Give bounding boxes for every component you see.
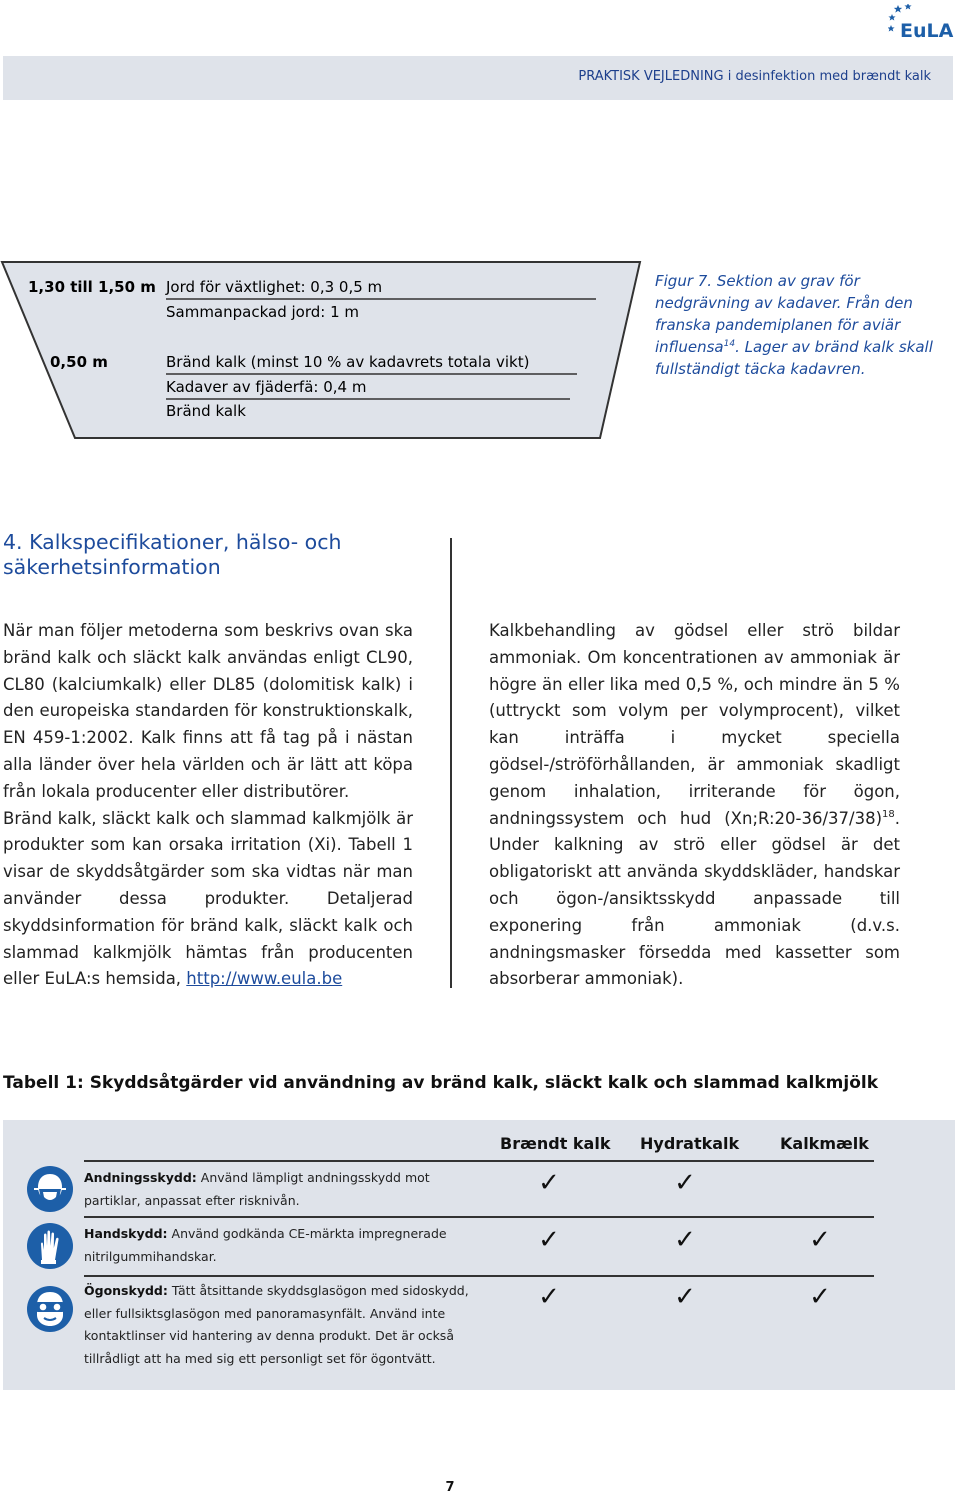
paragraph-text: Kalkbehandling av gödsel eller strö bildar ammoniak. Om koncentrationen av ammoniak är högre än eller lika med 0,5 %, och mindre än 5 % (uttryckt som volym per volymprocent), vilket kan inträffa i mycket speciella gödsel-/ströförhållanden, är ammoniak skadligt genom inhalation, irriterande för ögon, andningssystem och hud (Xn;R:20-36/37/38) (489, 621, 900, 828)
table-row-breathing (84, 1167, 484, 1212)
row-description: Använd lämpligt andningsskydd mot partiklar, anpassat efter risknivån. (84, 1170, 430, 1208)
table-row-hands (84, 1223, 484, 1268)
paragraph-text-end: . Under kalkning av strö eller gödsel är det obligatoriskt att använda skyddskläder, handskar och ögon-/ansiktsskydd anpassade till exponering från ammoniak (d.v.s. andningsmasker försedda med kassetter som absorberar ammoniak). (489, 808, 900, 989)
layer-label: Kadaver av fjäderfä: 0,4 m (166, 378, 367, 396)
running-header (3, 56, 953, 100)
column-header-hydratkalk: Hydratkalk (640, 1134, 740, 1153)
table-title: Tabell 1: Skyddsåtgärder vid användning av bränd kalk, släckt kalk och slammad kalkmjölk (3, 1073, 879, 1093)
right-column (489, 618, 900, 993)
column-divider (450, 538, 452, 988)
section-heading: 4. Kalkspecifikationer, hälso- och säkerhetsinformation (3, 530, 342, 579)
table-rule (84, 1160, 874, 1162)
eula-website-link[interactable]: http://www.eula.be (186, 969, 343, 989)
column-header-braendt-kalk: Brændt kalk (500, 1134, 611, 1153)
check-mark: ✓ (538, 1282, 560, 1312)
figure-caption (655, 270, 945, 380)
page-number: 7 (445, 1480, 455, 1495)
safety-goggles-icon (26, 1285, 74, 1333)
table-row-eyes (84, 1280, 484, 1370)
layer-label: Bränd kalk (minst 10 % av kadavrets totala vikt) (166, 353, 530, 371)
depth-label-bottom: 0,50 m (50, 353, 108, 371)
caption-reference: 14 (723, 339, 736, 349)
row-label: Andningsskydd: (84, 1170, 197, 1185)
check-mark: ✓ (674, 1168, 696, 1198)
row-description: Tätt åtsittande skyddsglasögon med sidoskydd, eller fullsiktsglasögon med panoramasynfält. Använd inte kontaktlinser vid hantering av denna produkt. Det är också tillrådligt att ha med sig ett personligt set för ögontvätt. (84, 1283, 469, 1366)
footnote-reference: 18 (882, 808, 895, 820)
check-mark: ✓ (809, 1225, 831, 1255)
running-title: PRAKTISK VEJLEDNING i desinfektion med brændt kalk (578, 69, 931, 84)
left-column (3, 618, 413, 993)
paragraph (489, 618, 900, 993)
check-mark: ✓ (674, 1225, 696, 1255)
protective-glove-icon (26, 1222, 74, 1270)
depth-label-top: 1,30 till 1,50 m (28, 278, 156, 296)
burial-pit-section-figure (0, 258, 650, 443)
check-mark: ✓ (674, 1282, 696, 1312)
check-mark: ✓ (538, 1225, 560, 1255)
table-rule (84, 1275, 874, 1277)
paragraph: När man följer metoderna som beskrivs ovan ska bränd kalk och släckt kalk användas enligt CL90, CL80 (kalciumkalk) eller DL85 (dolomitisk kalk) i den europeiska standarden för konstruktionskalk, EN 459-1:2002. Kalk finns att få tag på i nästan alla länder över hela världen och är lätt att köpa från lokala producenter eller distributörer. (3, 621, 413, 801)
check-mark: ✓ (809, 1282, 831, 1312)
paragraph (3, 806, 413, 994)
column-header-kalkmaelk: Kalkmælk (780, 1134, 869, 1153)
layer-label: Jord för växtlighet: 0,3 0,5 m (166, 278, 383, 296)
paragraph-text: Bränd kalk, släckt kalk och slammad kalkmjölk är produkter som kan orsaka irritation (Xi). Tabell 1 visar de skyddsåtgärder som ska vidtas när man använder dessa produkter. Detaljerad skyddsinformation för bränd kalk, släckt kalk och slammad kalkmjölk hämtas från producenten eller EuLA:s hemsida, (3, 808, 413, 989)
row-description: Använd godkända CE-märkta impregnerade nitrilgummihandskar. (84, 1226, 447, 1264)
logo-wordmark: EuLA (900, 20, 954, 40)
layer-label: Bränd kalk (166, 402, 246, 420)
respirator-mask-icon (26, 1165, 74, 1213)
check-mark: ✓ (538, 1168, 560, 1198)
layer-label: Sammanpackad jord: 1 m (166, 303, 360, 321)
caption-text-end: . Lager av bränd kalk skall fullständigt täcka kadavren. (655, 338, 933, 378)
table-rule (84, 1216, 874, 1218)
row-label: Handskydd: (84, 1226, 168, 1241)
eula-logo (888, 4, 956, 40)
row-label: Ögonskydd: (84, 1283, 168, 1298)
caption-text: Figur 7. Sektion av grav för nedgrävning av kadaver. Från den franska pandemiplanen för aviär influensa (655, 272, 913, 356)
